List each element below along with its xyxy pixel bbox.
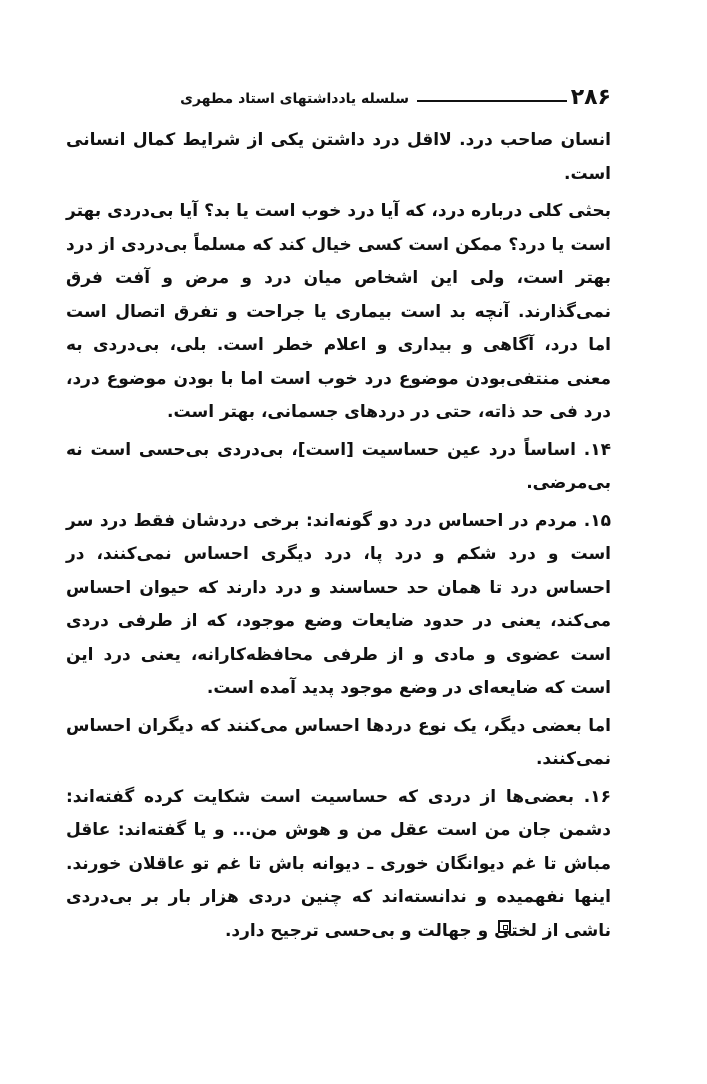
page-header [66, 84, 611, 114]
paragraph: ۱۵. مردم در احساس درد دو گونه‌اند: برخی دردشان فقط درد سر است و درد شکم و درد پا، درد دیگری احساس نمی‌کنند، در احساس درد تا همان حد حساسند و درد دارند که حیوان احساس می‌کند، یعنی در حدود ضایعات وضع موجود، که از طرفی دردی است عضوی و مادی و از طرفی محافظه‌کارانه، یعنی درد این است که ضایعه‌ای در وضع موجود پدید آمده است. [66, 510, 611, 698]
header-rule [417, 100, 567, 102]
paragraph: ۱۶. بعضی‌ها از دردی که حساسیت است شکایت کرده گفته‌اند: دشمن جان من است عقل من و هوش من... و یا گفته‌اند: عاقل مباش تا غم دیوانگان خوری ـ دیوانه باش تا غم تو عاقلان خورند. اینها نفهمیده و ندانسته‌اند که چنین دردی هزار بار بر بی‌دردی ناشی از لختی و جهالت و بی‌حسی ترجیح دارد. [66, 786, 611, 941]
paragraph: اما بعضی دیگر، یک نوع دردها احساس می‌کنند که دیگران احساس نمی‌کنند. [66, 715, 611, 769]
square-end-mark-icon [498, 920, 511, 933]
paragraph: بحثی کلی درباره درد، که آیا درد خوب است یا بد؟ آیا بی‌دردی بهتر است یا درد؟ ممکن است کسی خیال کند که مسلماً بی‌دردی از درد بهتر است، ولی این اشخاص میان درد و مرض و آفت فرق نمی‌گذارند. آنچه بد است بیماری یا جراحت و تفرق اتصال است اما درد، آگاهی و بیداری و اعلام خطر است. بلی، بی‌دردی به معنی منتفی‌بودن موضوع درد خوب است اما با بودن موضوع درد، درد فی حد ذاته، حتی در دردهای جسمانی، بهتر است. [66, 201, 611, 422]
paragraph: ۱۴. اساساً درد عین حساسیت [است]، بی‌دردی بی‌حسی است نه بی‌مرضی. [66, 439, 611, 493]
body-text [66, 124, 611, 952]
page-number: ۲۸۶ [570, 85, 611, 110]
series-title: سلسله یادداشتهای استاد مطهری [180, 91, 409, 107]
paragraph: انسان صاحب درد. لااقل درد داشتن یکی از شرایط کمال انسانی است. [66, 130, 611, 184]
